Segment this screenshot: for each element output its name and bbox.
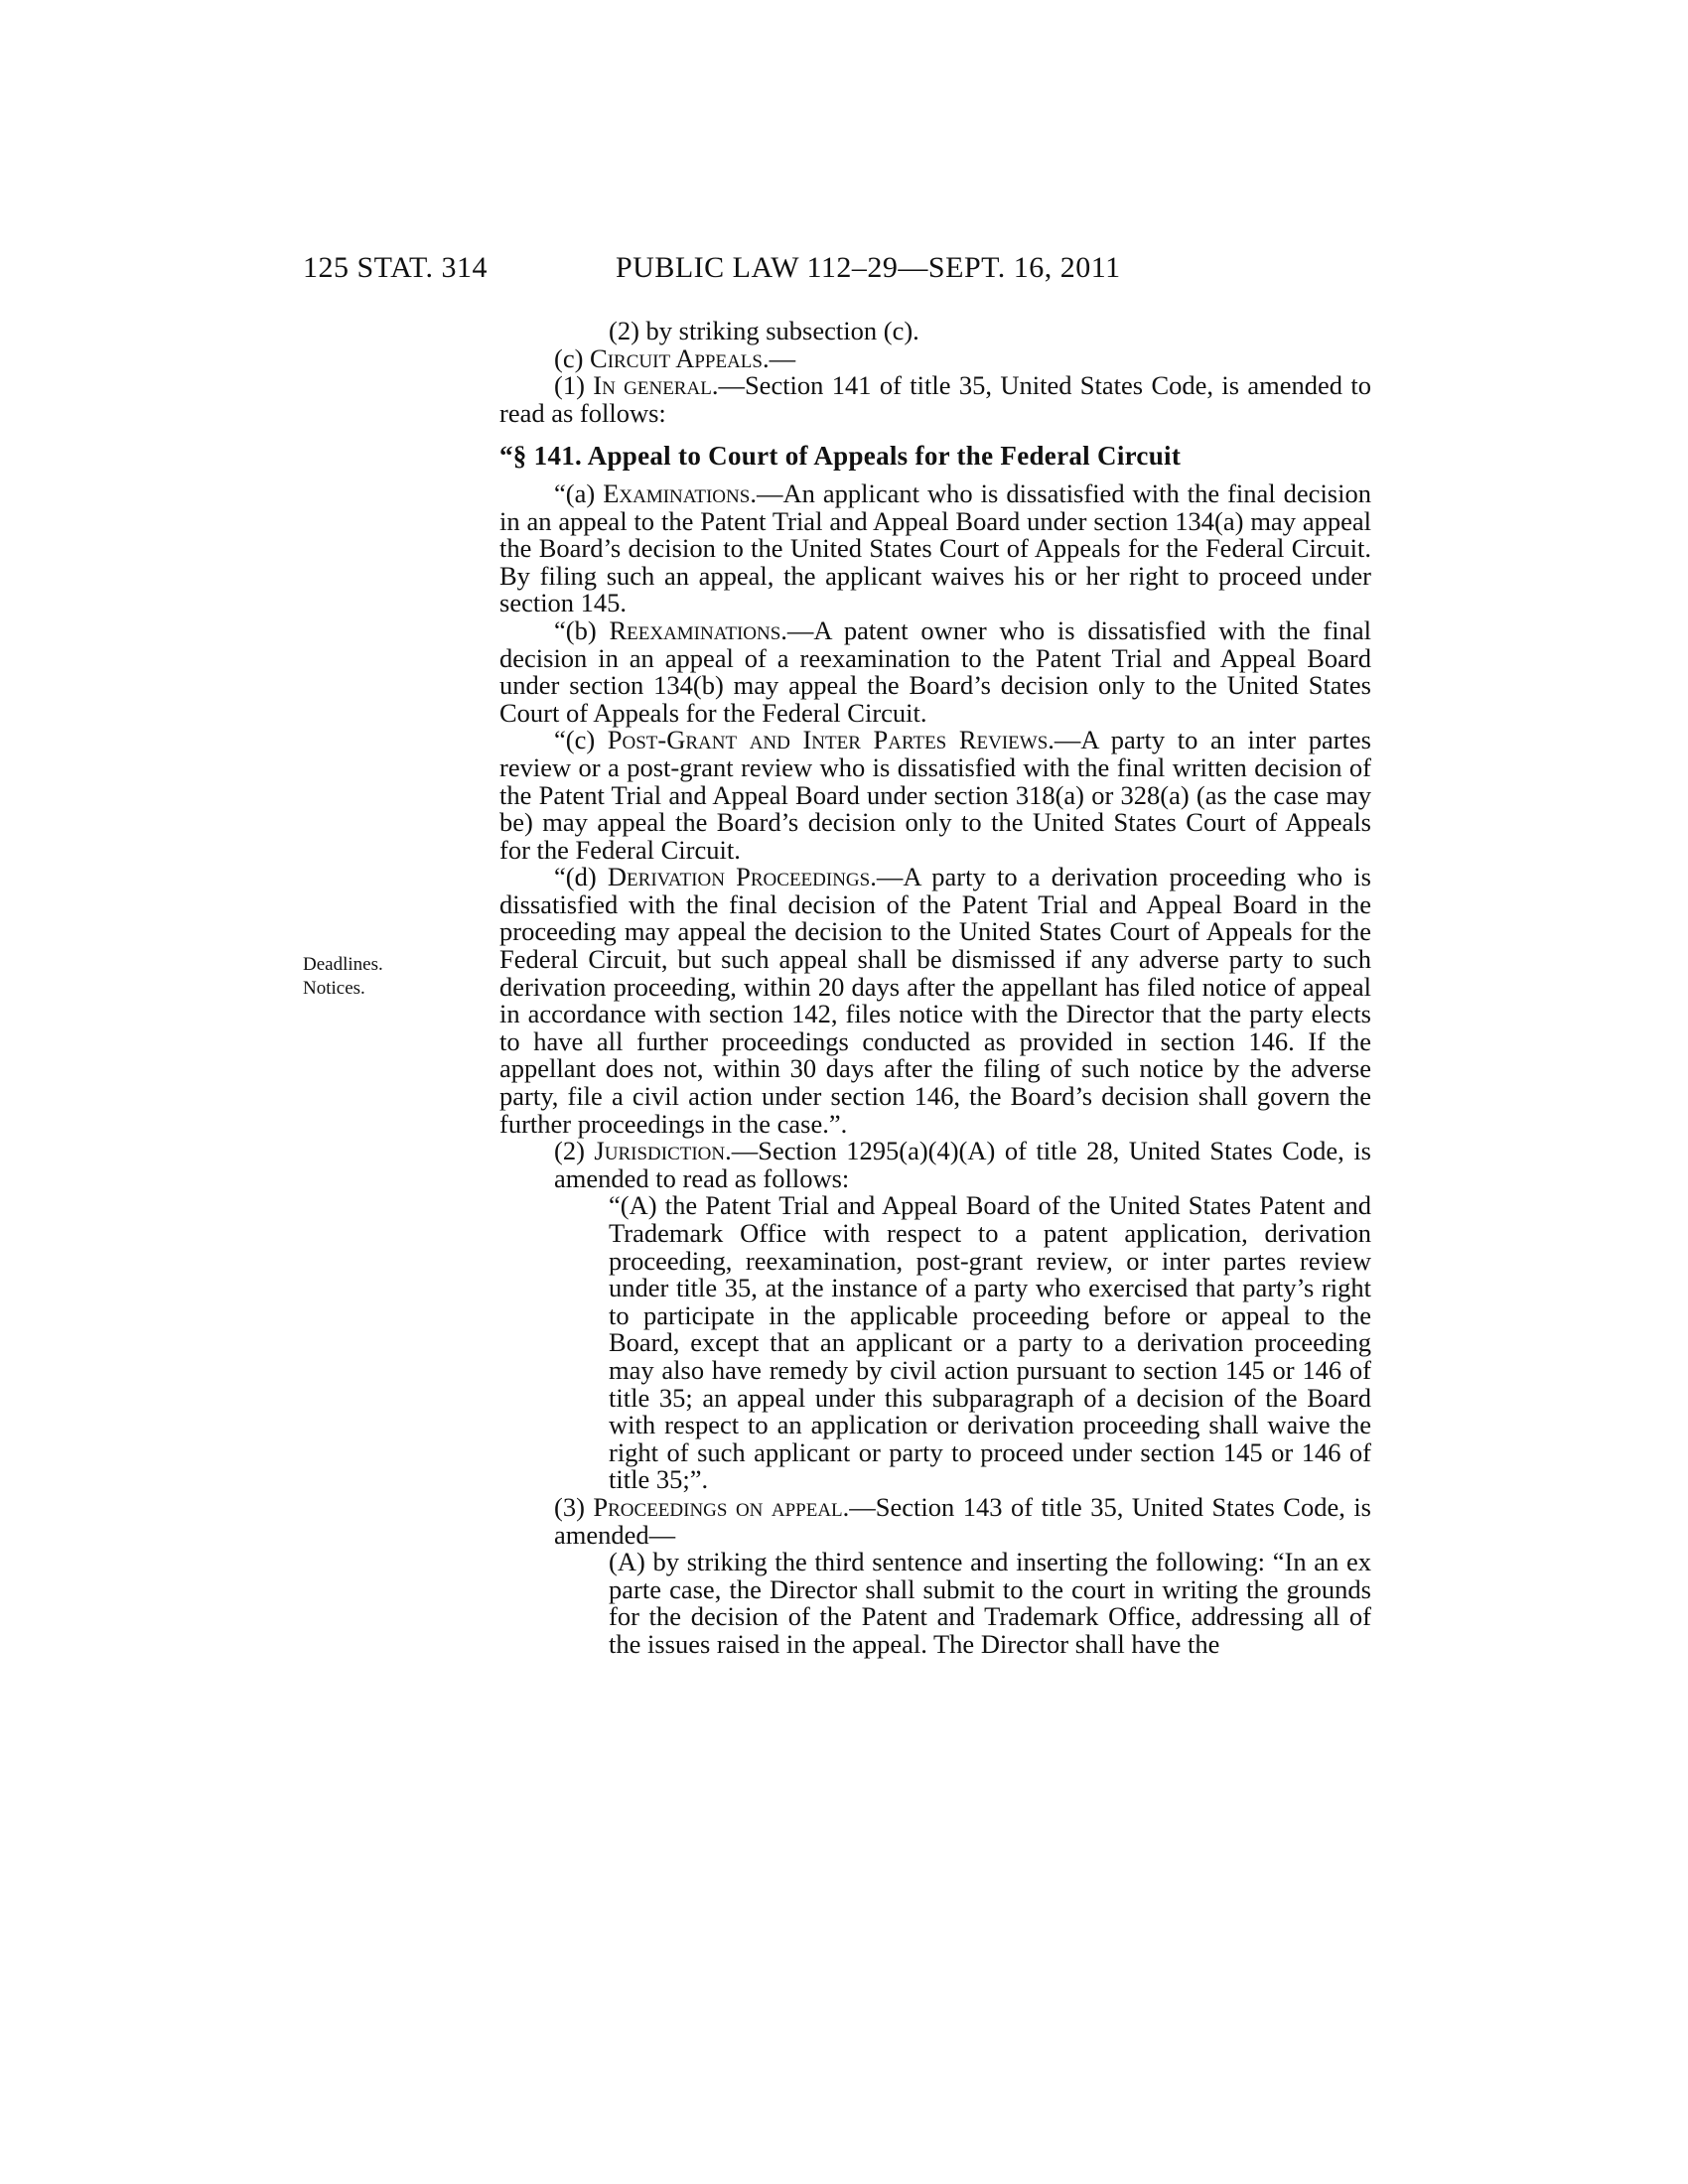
statute-body: [499, 318, 1371, 1659]
stat-page-number: 125 STAT. 314: [303, 251, 489, 284]
subsection-c-circuit-appeals: (c) Circuit Appeals.—: [554, 342, 796, 373]
subparagraph-a-striking: (A) by striking the third sentence and inserting the following: “In an ex parte case, the Director shall submit to the court in writing the grounds for the decision of the Patent and Trademark Office, addressing all of the issues raised in the appeal. The Director shall have the: [609, 1547, 1371, 1659]
margin-note-notices: Notices.: [303, 978, 365, 999]
paragraph-heading: Proceedings on appeal: [593, 1491, 843, 1522]
subsection-heading: Post-Grant and Inter Partes Reviews: [607, 725, 1049, 755]
paragraph-2-jurisdiction: (2) Jurisdiction.—Section 1295(a)(4)(A) of title 28, United States Code, is amended to read as follows:: [554, 1136, 1371, 1193]
subsection-heading: Circuit Appeals: [590, 342, 763, 373]
quoted-subparagraph-a: “(A) the Patent Trial and Appeal Board of the United States Patent and Trademark Office with respect to a patent application, derivation proceeding, reexamination, post-grant review, or inter partes review under title 35, at the instance of a party who exercised that party’s right to participate in the applicable proceeding before or appeal to the Board, except that an applicant or a party to a derivation proceeding may also have remedy by civil action pursuant to section 145 or 146 of title 35; an appeal under this subparagraph of a decision of the Board with respect to an application or derivation proceeding shall waive the right of such applicant or party to proceed under section 145 or 146 of title 35;”.: [609, 1190, 1371, 1495]
section-141-c: “(c) Post-Grant and Inter Partes Reviews.—A party to an inter partes review or a post-grant review who is dissatisfied with the final written decision of the Patent Trial and Appeal Board under section 318(a) or 328(a) (as the case may be) may appeal the Board’s decision only to the United States Court of Appeals for the Federal Circuit.: [499, 725, 1371, 865]
running-header: PUBLIC LAW 112–29—SEPT. 16, 2011: [616, 251, 1121, 284]
paragraph-1-in-general: (1) In general.—Section 141 of title 35, United States Code, is amended to read as follows:: [499, 370, 1371, 428]
margin-note: [303, 953, 383, 1001]
paragraph-strike-c: (2) by striking subsection (c).: [609, 316, 919, 345]
margin-note-deadlines: Deadlines.: [303, 954, 383, 975]
subsection-heading: Reexaminations: [609, 614, 781, 645]
subsection-heading: Derivation Proceedings: [607, 862, 871, 892]
section-141-d: “(d) Derivation Proceedings.—A party to a derivation proceeding who is dissatisfied with the final decision of the Patent Trial and Appeal Board in the proceeding may appeal the decision to the United States Court of Appeals for the Federal Circuit, but such appeal shall be dismissed if any adverse party to such derivation proceeding, within 20 days after the appellant has filed notice of appeal in accordance with section 142, files notice with the Director that the party elects to have all further proceedings conducted as provided in section 146. If the appellant does not, within 30 days after the filing of such notice by the adverse party, file a civil action under section 146, the Board’s decision shall govern the further proceedings in the case.”.: [499, 862, 1371, 1139]
paragraph-heading: In general: [593, 370, 712, 401]
section-141-heading: “§ 141. Appeal to Court of Appeals for the Federal Circuit: [499, 441, 1182, 472]
section-141-a: “(a) Examinations.—An applicant who is dissatisfied with the final decision in an appeal to the Patent Trial and Appeal Board under section 134(a) may appeal the Board’s decision to the United States Court of Appeals for the Federal Circuit. By filing such an appeal, the applicant waives his or her right to proceed under section 145.: [499, 478, 1371, 618]
paragraph-3-proceedings-on-appeal: (3) Proceedings on appeal.—Section 143 of title 35, United States Code, is amended—: [554, 1491, 1371, 1550]
section-141-b: “(b) Reexaminations.—A patent owner who is dissatisfied with the final decision in an appeal of a reexamination to the Patent Trial and Appeal Board under section 134(b) may appeal the Board’s decision only to the United States Court of Appeals for the Federal Circuit.: [499, 614, 1371, 728]
paragraph-heading: Jurisdiction: [594, 1136, 726, 1166]
subsection-heading: Examinations: [603, 478, 751, 508]
